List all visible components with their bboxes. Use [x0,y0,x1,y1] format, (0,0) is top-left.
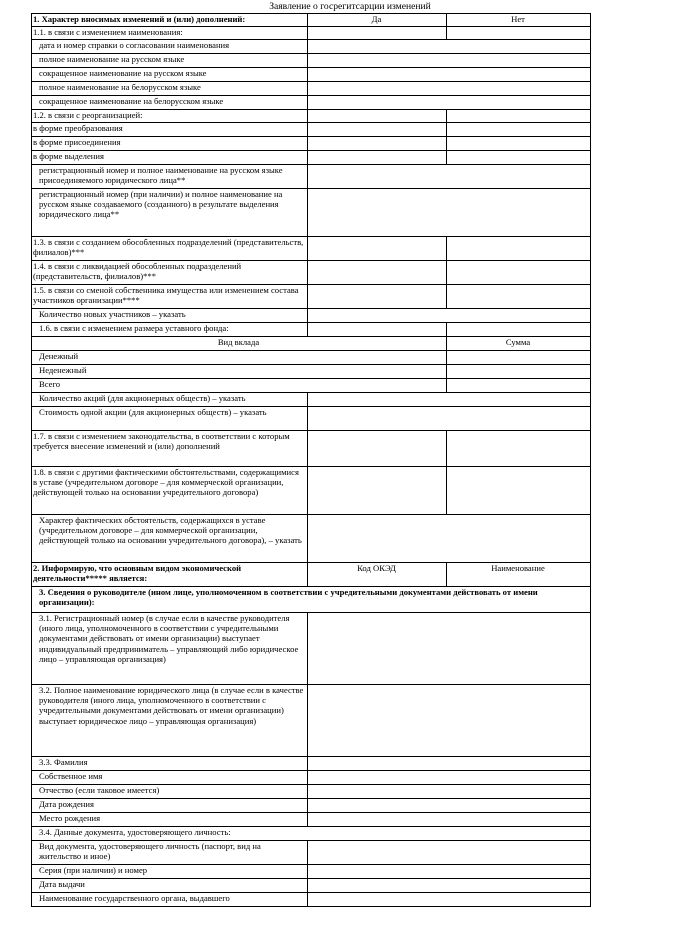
row-1-1-item: сокращенное наименование на белорусском языке [32,96,308,110]
row-1-2-form-yes-cell[interactable] [308,123,447,137]
row-1-6-yes-cell[interactable] [308,323,447,337]
share-cost: Стоимость одной акции (для акционерных обществ) – указать [32,407,308,431]
row-1-8-yes-cell[interactable] [308,467,447,515]
row-1-7: 1.7. в связи с изменением законодательства, в соответствии с которым требуется внесение изменений и (или) дополнений [32,431,308,467]
row-1-2-form: в форме преобразования [32,123,308,137]
id-document-field-value[interactable] [308,893,591,907]
person-field-value[interactable] [308,813,591,827]
contribution-sum-cell[interactable] [447,365,591,379]
person-field-value[interactable] [308,771,591,785]
row-1-1-item-value[interactable] [308,40,591,54]
row-1-2-reg-join-value[interactable] [308,165,591,189]
contribution-sum-cell[interactable] [447,351,591,365]
row-1-5-new-participants: Количество новых участников – указать [32,309,308,323]
row-1-1-item-value[interactable] [308,82,591,96]
row-1-1-item: полное наименование на белорусском языке [32,82,308,96]
row-1-2-form-no-cell[interactable] [447,123,591,137]
row-1-8: 1.8. в связи с другими фактическими обстоятельствами, содержащимися в уставе (учредительном договоре – для коммерческой организации, действующей только на основании учредительного договора) [32,467,308,515]
person-field-value[interactable] [308,785,591,799]
row-3-2-value[interactable] [308,685,591,757]
row-3-2: 3.2. Полное наименование юридического лица (в случае если в качестве руководителя (иного лица, уполномоченного в соответствии с учредительными документами действовать от имени организации) выступает юридическое лицо – управляющая организация) [32,685,308,757]
row-1-2-reg-join: регистрационный номер и полное наименование на русском языке присоединяемого юридического лица** [32,165,308,189]
row-1-1: 1.1. в связи с изменением наименования: [32,27,308,40]
share-cost-value[interactable] [308,407,591,431]
id-document-field-value[interactable] [308,865,591,879]
contribution-kind: Денежный [32,351,447,365]
contribution-kind-header: Вид вклада [32,337,447,351]
row-1-5-yes-cell[interactable] [308,285,447,309]
row-1-1-item: сокращенное наименование на русском языке [32,68,308,82]
no-column-header: Нет [447,14,591,27]
row-1-4-no-cell[interactable] [447,261,591,285]
row-1-2-reg-split-value[interactable] [308,189,591,237]
row-1-5: 1.5. в связи со сменой собственника имущества или изменением состава участников организации**** [32,285,308,309]
row-1-2-form-yes-cell[interactable] [308,151,447,165]
row-1-4: 1.4. в связи с ликвидацией обособленных подразделений (представительств, филиалов)*** [32,261,308,285]
row-1-8-character-value[interactable] [308,515,591,563]
yes-column-header: Да [308,14,447,27]
row-1-3-no-cell[interactable] [447,237,591,261]
section-2-heading: 2. Информирую, что основным видом экономической деятельности***** является: [32,563,308,587]
id-document-field: Серия (при наличии) и номер [32,865,308,879]
row-1-2-no-cell[interactable] [447,110,591,123]
person-field: Дата рождения [32,799,308,813]
row-1-1-item: полное наименование на русском языке [32,54,308,68]
person-field-value[interactable] [308,799,591,813]
section-1-heading: 1. Характер вносимых изменений и (или) дополнений: [32,14,308,27]
row-1-8-character: Характер фактических обстоятельств, содержащихся в уставе (учредительном договоре – для коммерческой организации, действующей только на основании учредительного договора), – указать [32,515,308,563]
application-form-table [31,13,591,907]
id-document-field: Вид документа, удостоверяющего личность (паспорт, вид на жительство и иное) [32,841,308,865]
row-1-8-no-cell[interactable] [447,467,591,515]
document-title: Заявление о госрегитсарции изменений [269,1,431,12]
row-1-1-no-cell[interactable] [447,27,591,40]
row-1-6: 1.6. в связи с изменением размера уставного фонда: [32,323,308,337]
row-1-7-yes-cell[interactable] [308,431,447,467]
row-1-2: 1.2. в связи с реорганизацией: [32,110,308,123]
row-1-2-yes-cell[interactable] [308,110,447,123]
id-document-field-value[interactable] [308,879,591,893]
row-1-2-form: в форме присоединения [32,137,308,151]
contribution-kind: Всего [32,379,447,393]
row-1-2-form-yes-cell[interactable] [308,137,447,151]
shares-count-value[interactable] [308,393,591,407]
contribution-sum-cell[interactable] [447,379,591,393]
id-document-field: Наименование государственного органа, выдавшего [32,893,308,907]
surname-value[interactable] [308,757,591,771]
row-1-1-yes-cell[interactable] [308,27,447,40]
row-1-3: 1.3. в связи с созданием обособленных подразделений (представительств, филиалов)*** [32,237,308,261]
contribution-sum-header: Сумма [447,337,591,351]
row-1-2-form-no-cell[interactable] [447,137,591,151]
row-3-4: 3.4. Данные документа, удостоверяющего личность: [32,827,591,841]
section-3-heading: 3. Сведения о руководителе (ином лице, уполномоченном в соответствии с учредительными документами действовать от имени организации): [32,587,591,613]
row-1-3-yes-cell[interactable] [308,237,447,261]
row-1-1-item: дата и номер справки о согласовании наименования [32,40,308,54]
shares-count: Количество акций (для акционерных обществ) – указать [32,393,308,407]
row-1-2-reg-split: регистрационный номер (при наличии) и полное наименование на русском языке создаваемого (созданного) в результате выделения юридического лица** [32,189,308,237]
row-1-1-item-value[interactable] [308,54,591,68]
row-1-6-no-cell[interactable] [447,323,591,337]
person-field: Место рождения [32,813,308,827]
row-1-2-form-no-cell[interactable] [447,151,591,165]
okved-code-header: Код ОКЭД [308,563,447,587]
row-3-1-value[interactable] [308,613,591,685]
row-3-1: 3.1. Регистрационный номер (в случае если в качестве руководителя (иного лица, уполномоченного в соответствии с учредительными документами действовать от имени организации) выступает индивидуальный предприниматель – управляющий либо юридическое лицо – управляющая организация) [32,613,308,685]
id-document-field-value[interactable] [308,841,591,865]
row-3-3-surname: 3.3. Фамилия [32,757,308,771]
activity-name-header: Наименование [447,563,591,587]
person-field: Собственное имя [32,771,308,785]
person-field: Отчество (если таковое имеется) [32,785,308,799]
id-document-field: Дата выдачи [32,879,308,893]
row-1-4-yes-cell[interactable] [308,261,447,285]
row-1-5-no-cell[interactable] [447,285,591,309]
row-1-1-item-value[interactable] [308,68,591,82]
contribution-kind: Неденежный [32,365,447,379]
row-1-2-form: в форме выделения [32,151,308,165]
row-1-5-new-participants-value[interactable] [308,309,591,323]
row-1-1-item-value[interactable] [308,96,591,110]
row-1-7-no-cell[interactable] [447,431,591,467]
